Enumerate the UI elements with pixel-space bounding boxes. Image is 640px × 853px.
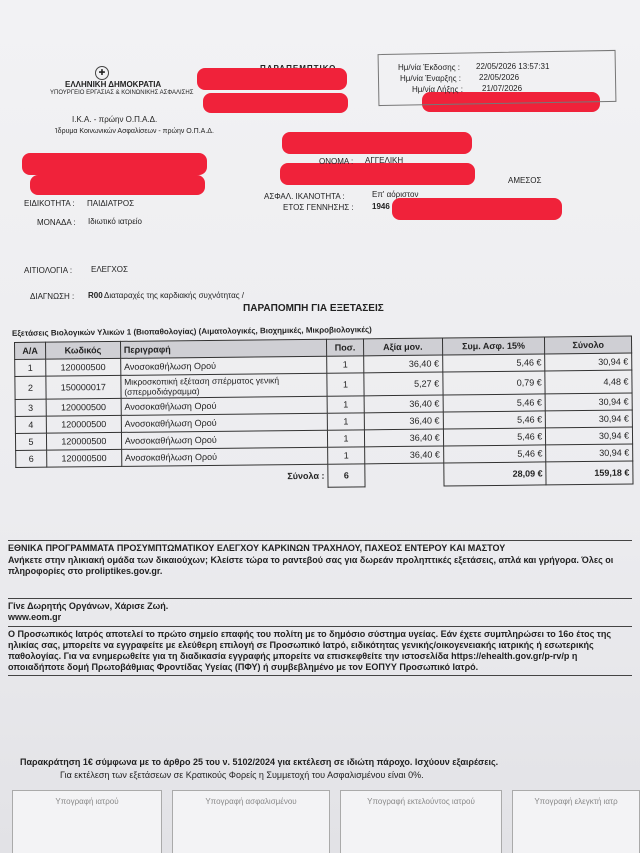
col-header: Περιγραφή (120, 339, 326, 358)
cell-index: 6 (16, 450, 47, 467)
direct-label: ΑΜΕΣΟΣ (508, 176, 542, 185)
cell-unit-price: 36,40 € (364, 429, 443, 447)
cancer-notice (8, 540, 632, 577)
insurance-value: Επ' αόριστον (372, 190, 419, 199)
specialty-value: ΠΑΙΔΙΑΤΡΟΣ (87, 199, 135, 208)
unit-value: Ιδιωτικό ιατρείο (88, 217, 143, 226)
cell-qty: 1 (327, 430, 364, 447)
cell-index: 1 (15, 359, 46, 376)
cell-copay: 5,46 € (443, 394, 546, 412)
cell-description: Ανοσοκαθήλωση Ορού (121, 396, 327, 415)
redaction (392, 198, 562, 220)
cell-unit-price: 36,40 € (364, 395, 443, 413)
gp-notice: Ο Προσωπικός Ιατρός αποτελεί το πρώτο σημείο επαφής του πολίτη με το δημόσιο σύστημα υγείας. Εάν έχετε συμπληρώσει το 16ο έτος της ηλικίας σας, μπορείτε να εγγραφείτε με ελεύθερη επιλογή σε Προσωπικό Ιατρό, ειδικότητας γενικής/οικογενειακής ιατρικής ή εσωτερικής παθολογίας. Για να ενημερωθείτε για τη διαδικασία εγγραφής μπορείτε να επισκεφθείτε την ιστοσελίδα https://ehealth.gov.gr/p-rv/p η οποιαδήποτε δομή Πρωτοβάθμιας Φροντίδας Υγείας (ΠΦΥ) ή συμβεβλημένο με τον ΕΟΠΥΥ Προσωπικό Ιατρό. (8, 626, 632, 676)
cell-code: 120000500 (46, 432, 121, 450)
cancer-notice-text: Ανήκετε στην ηλικιακή ομάδα των δικαιούχων; Κλείστε τώρα το ραντεβού σας για δωρεάν προληπτικές εξετάσεις, απλά και γρήγορα. Όλες οι πληροφορίες στο proliptikes.gov.gr. (8, 555, 614, 576)
donor-notice-url: www.eom.gr (8, 612, 62, 622)
cell-qty: 1 (327, 373, 364, 396)
cell-total: 30,94 € (545, 353, 632, 371)
insurance-label: ΑΣΦΑΛ. ΙΚΑΝΟΤΗΤΑ : (264, 192, 345, 201)
reason-value: ΕΛΕΓΧΟΣ (91, 265, 128, 274)
cell-copay: 5,46 € (442, 354, 545, 372)
cell-code: 120000500 (47, 449, 122, 467)
specialty-label: ΕΙΔΙΚΟΤΗΤΑ : (24, 199, 75, 208)
donor-notice-text: Γίνε Δωρητής Οργάνων, Χάρισε Ζωή. (8, 601, 169, 611)
cell-description: Ανοσοκαθήλωση Ορού (121, 447, 327, 466)
start-date: 22/05/2026 (479, 73, 520, 82)
end-date: 21/07/2026 (482, 84, 523, 93)
totals-label: Σύνολα : (287, 470, 325, 482)
cell-code: 120000500 (46, 358, 121, 376)
coat-of-arms-icon: ✚ (95, 66, 109, 80)
cell-qty: 1 (327, 356, 364, 373)
cell-total: 30,94 € (546, 427, 633, 445)
cell-description: Ανοσοκαθήλωση Ορού (121, 430, 327, 449)
cell-qty: 1 (328, 447, 365, 464)
auditor-signature-box: Υπογραφή ελεγκτή ιατρ (512, 790, 640, 853)
unit-label: ΜΟΝΑΔΑ : (37, 218, 76, 227)
totals-qty: 6 (328, 464, 365, 487)
cell-unit-price: 36,40 € (364, 355, 443, 373)
redaction (197, 68, 347, 90)
ika-subtitle: Ίδρυμα Κοινωνικών Ασφαλίσεων - πρώην Ο.Π.Α.Δ. (55, 128, 214, 135)
redaction (22, 153, 207, 175)
donor-notice (8, 598, 632, 623)
cell-qty: 1 (327, 396, 364, 413)
cell-description: Ανοσοκαθήλωση Ορού (121, 413, 327, 432)
issue-date: 22/05/2026 13:57:31 (476, 62, 550, 71)
redaction (203, 93, 348, 113)
insured-signature-box: Υπογραφή ασφαλισμένου (172, 790, 330, 853)
cell-copay: 0,79 € (443, 371, 546, 395)
cell-total: 30,94 € (545, 393, 632, 411)
cell-code: 120000500 (46, 398, 121, 416)
public-note: Για εκτέλεση των εξετάσεων σε Κρατικούς Φορείς η Συμμετοχή του Ασφαλισμένου είναι 0%. (60, 770, 424, 780)
section-title: ΠΑΡΑΠΟΜΠΗ ΓΙΑ ΕΞΕΤΑΣΕΙΣ (243, 303, 384, 314)
exam-category: Εξετάσεις Βιολογικών Υλικών 1 (Βιοπαθολογίας) (Αιματολογικές, Βιοχημικές, Μικροβιολογικές) (11, 325, 372, 338)
retention-note: Παρακράτηση 1€ σύμφωνα με το άρθρο 25 του ν. 5102/2024 για εκτέλεση σε ιδιώτη πάροχο. Ισχύουν εξαιρέσεις. (20, 757, 499, 767)
start-date-label: Ημ/νία Έναρξης : (400, 74, 462, 83)
doctor-signature-box: Υπογραφή ιατρού (12, 790, 162, 853)
col-header: Αξία μον. (363, 338, 442, 356)
col-header: Συμ. Ασφ. 15% (442, 337, 545, 355)
totals-spacer (365, 463, 444, 486)
cell-code: 120000500 (46, 415, 121, 433)
end-date-label: Ημ/νία Λήξης : (412, 85, 463, 94)
diagnosis-text: Διαταραχές της καρδιακής συχνότητας / (104, 291, 245, 300)
cell-index: 4 (15, 416, 46, 433)
exams-table (14, 336, 634, 491)
col-header: Κωδικός (45, 341, 120, 359)
cell-total: 30,94 € (545, 410, 632, 428)
cell-code: 150000017 (46, 375, 121, 399)
birth-value: 1946 (372, 202, 390, 211)
totals-sum: 159,18 € (546, 461, 633, 484)
cell-total: 30,94 € (546, 444, 633, 462)
cell-qty: 1 (327, 413, 364, 430)
col-header: Σύνολο (545, 336, 632, 354)
cell-total: 4,48 € (545, 370, 632, 394)
ministry-title: ΥΠΟΥΡΓΕΙΟ ΕΡΓΑΣΙΑΣ & ΚΟΙΝΩΝΙΚΗΣ ΑΣΦΑΛΙΣΗΣ (50, 90, 194, 96)
cancer-notice-title: ΕΘΝΙΚΑ ΠΡΟΓΡΑΜΜΑΤΑ ΠΡΟΣΥΜΠΤΩΜΑΤΙΚΟΥ ΕΛΕΓΧΟΥ ΚΑΡΚΙΝΩΝ ΤΡΑΧΗΛΟΥ, ΠΑΧΕΟΣ ΕΝΤΕΡΟΥ ΚΑΙ ΜΑΣΤΟΥ (8, 543, 506, 553)
name-label: ΟΝΟΜΑ : (319, 157, 354, 166)
cell-copay: 5,46 € (443, 428, 546, 446)
issue-date-label: Ημ/νία Έκδοσης : (398, 63, 460, 72)
col-header: Ποσ. (327, 339, 364, 356)
reason-label: ΑΙΤΙΟΛΟΓΙΑ : (24, 266, 73, 275)
ika-title: Ι.Κ.Α. - πρώην Ο.Π.Α.Δ. (72, 115, 158, 124)
name-value: ΑΓΓΕΛΙΚΗ (365, 156, 404, 165)
cell-unit-price: 36,40 € (364, 412, 443, 430)
col-header: Α/Α (15, 342, 46, 359)
birth-label: ΕΤΟΣ ΓΕΝΝΗΣΗΣ : (283, 203, 354, 212)
cell-description: Ανοσοκαθήλωση Ορού (120, 356, 326, 375)
diagnosis-label: ΔΙΑΓΝΩΣΗ : (30, 292, 75, 301)
redaction (282, 132, 472, 154)
totals-copay: 28,09 € (443, 462, 546, 486)
cell-index: 3 (15, 399, 46, 416)
diagnosis-code: R00 (88, 291, 103, 300)
cell-index: 5 (15, 433, 46, 450)
republic-title: ΕΛΛΗΝΙΚΗ ΔΗΜΟΚΡΑΤΙΑ (65, 80, 162, 89)
cell-copay: 5,46 € (443, 411, 546, 429)
redaction (280, 163, 475, 185)
executing-doctor-signature-box: Υπογραφή εκτελούντος ιατρού (340, 790, 502, 853)
redaction (30, 175, 205, 195)
cell-unit-price: 36,40 € (365, 446, 444, 464)
cell-unit-price: 5,27 € (364, 372, 443, 396)
cell-index: 2 (15, 376, 46, 399)
cell-copay: 5,46 € (443, 445, 546, 463)
cell-description: Μικροσκοπική εξέταση σπέρματος γενική (σπερμοδιάγραμμα) (121, 373, 327, 398)
